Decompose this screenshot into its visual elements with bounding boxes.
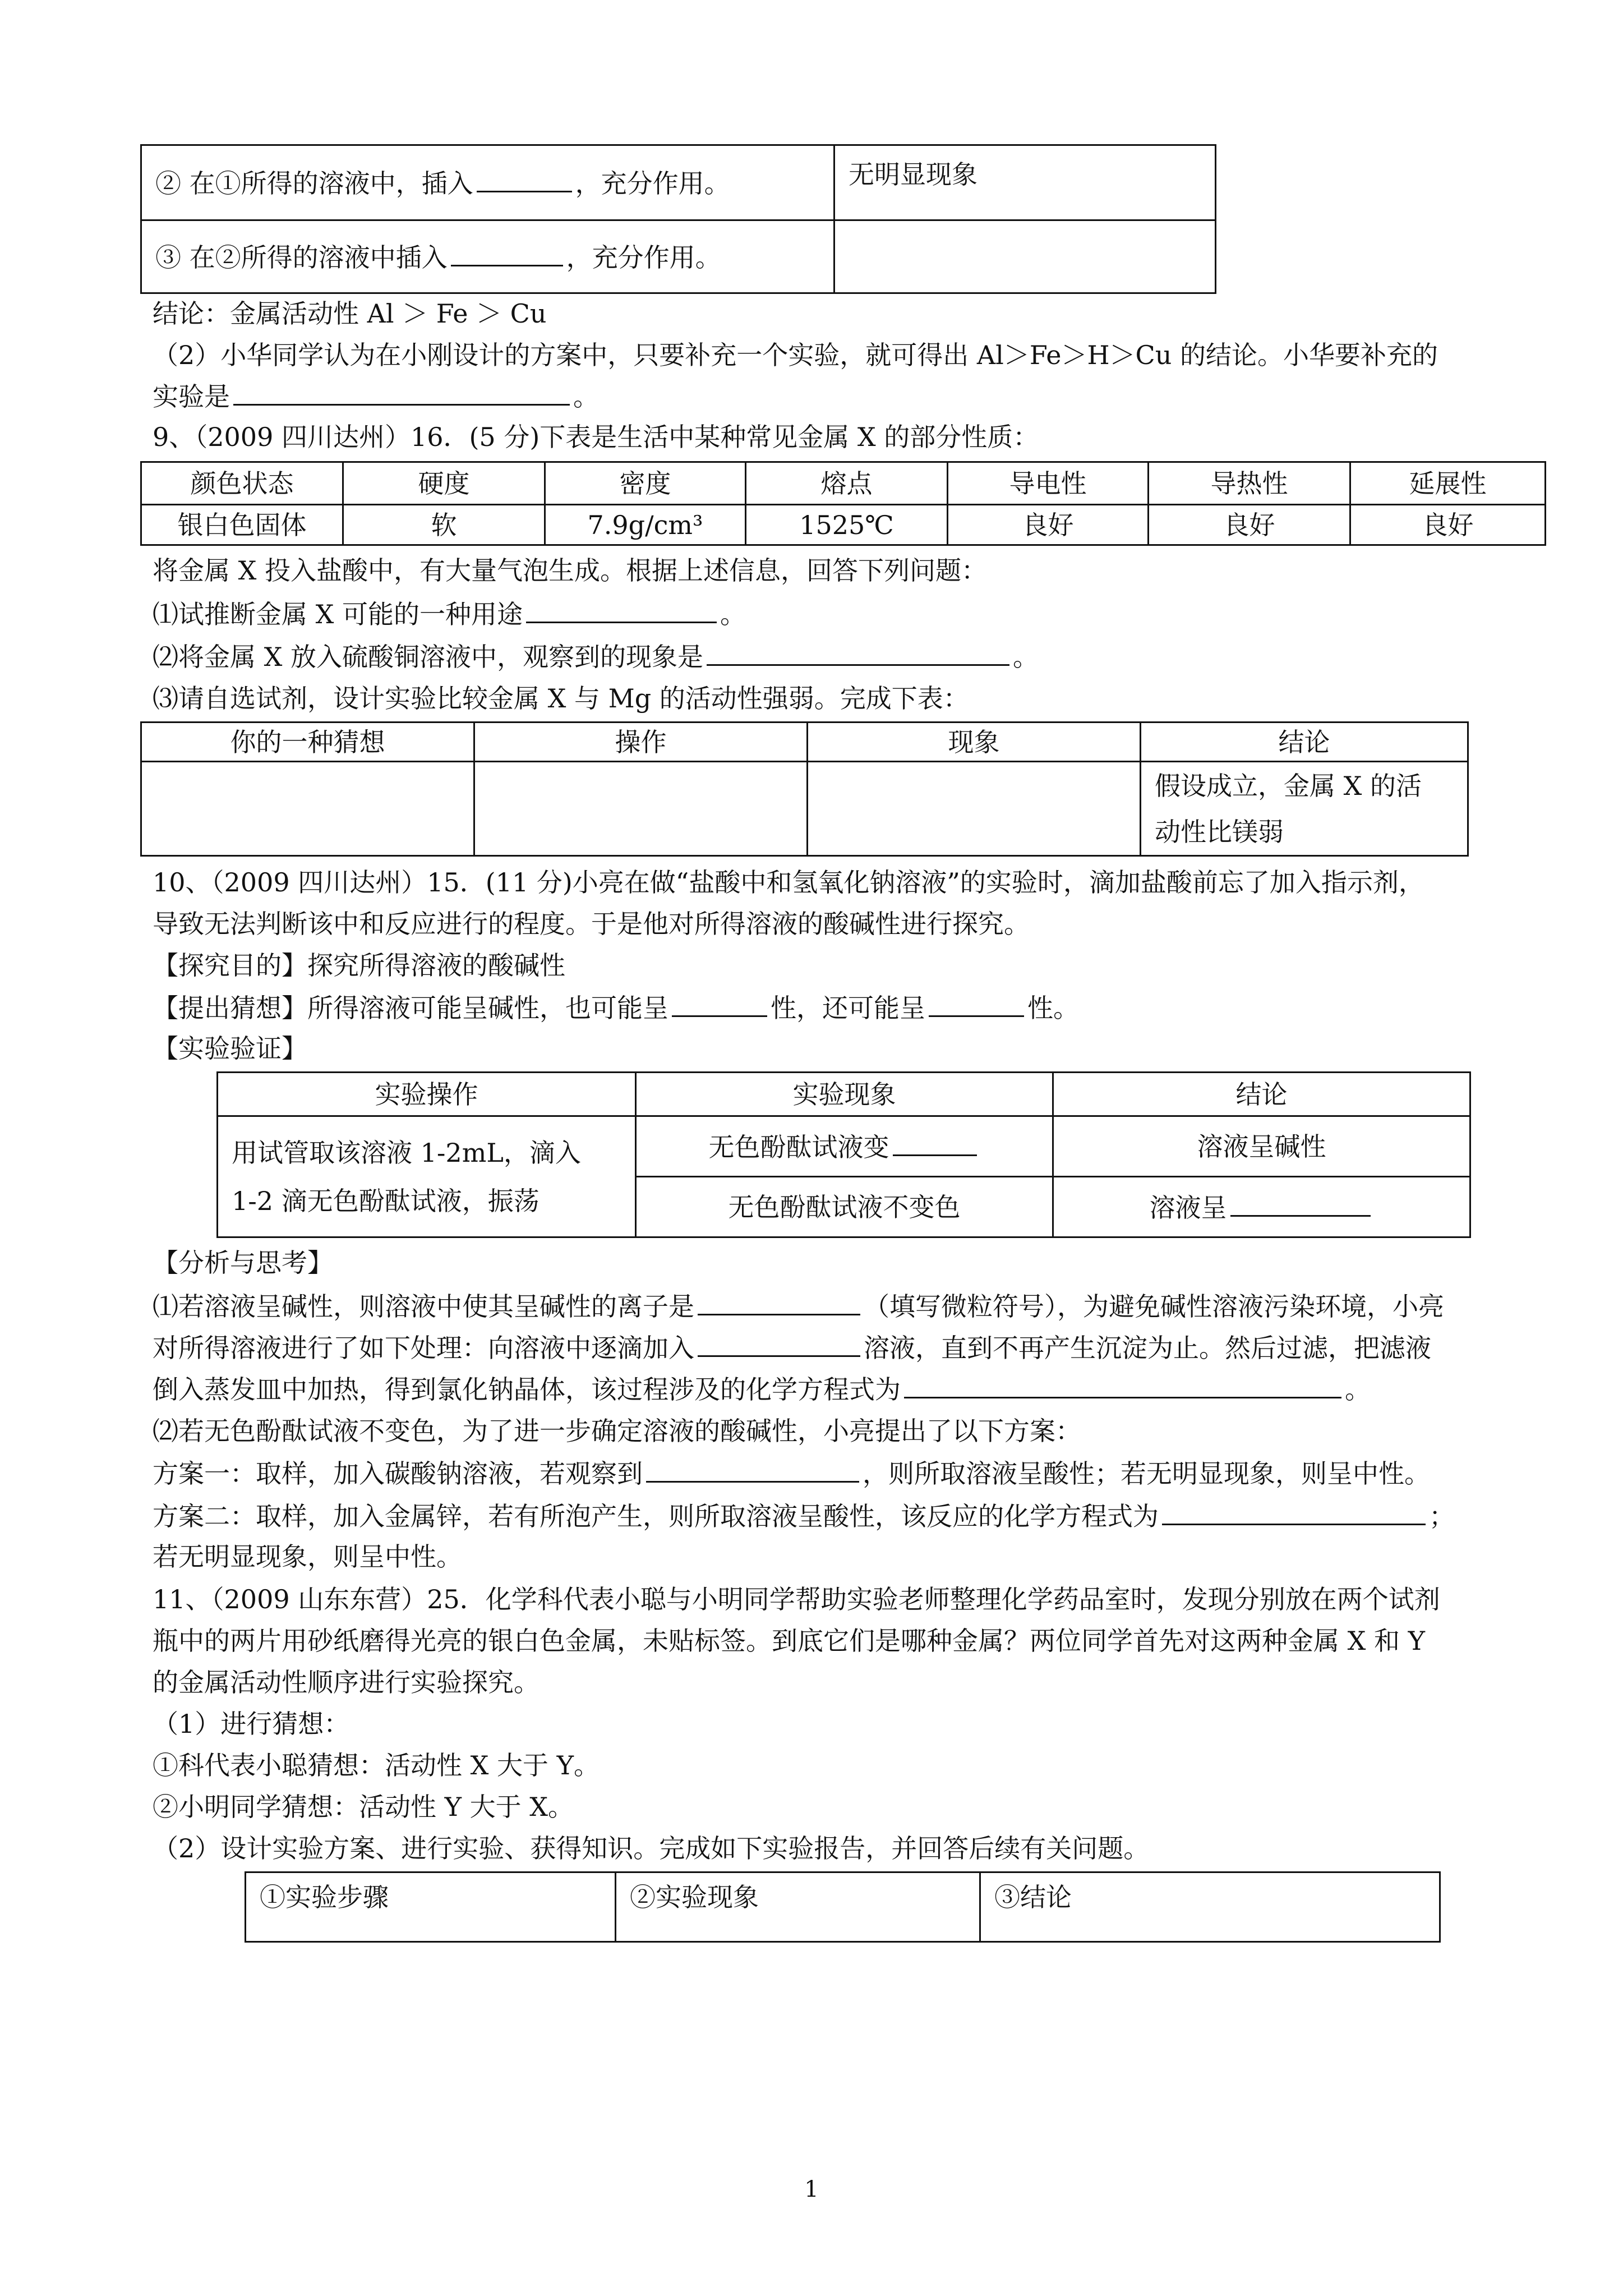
guess-table bbox=[140, 721, 1469, 857]
table-row bbox=[141, 145, 1216, 220]
answer-blank[interactable] bbox=[526, 595, 717, 623]
step-text-end: ，充分作用。 bbox=[566, 242, 721, 273]
value-cell: 良好 bbox=[948, 505, 1149, 545]
top-experiment-table bbox=[140, 144, 1216, 294]
value-cell: 良好 bbox=[1350, 505, 1546, 545]
exp-operation-cell bbox=[218, 1116, 636, 1237]
conclusion-cell bbox=[1141, 762, 1468, 856]
step-text: ③ 在②所得的溶液中插入 bbox=[155, 242, 448, 273]
report-table bbox=[245, 1871, 1441, 1943]
value-cell: 良好 bbox=[1149, 505, 1350, 545]
conclusion-text: 结论：金属活动性 Al ＞ Fe ＞ Cu bbox=[153, 298, 547, 329]
q9-part2 bbox=[153, 637, 1039, 675]
a1-text-a: ⑴若溶液呈碱性，则溶液中使其呈碱性的离子是 bbox=[153, 1291, 694, 1322]
analysis1-line2 bbox=[153, 1328, 1431, 1366]
table-header-row bbox=[141, 462, 1546, 505]
header-conclusions: ③结论 bbox=[980, 1872, 1440, 1942]
analysis1-line3 bbox=[153, 1370, 1371, 1408]
plan1-text-a: 方案一：取样，加入碳酸钠溶液，若观察到 bbox=[153, 1458, 643, 1489]
q9-part3: ⑶请自选试剂，设计实验比较金属 X 与 Mg 的活动性强弱。完成下表： bbox=[153, 683, 969, 714]
value-cell: 7.9g/cm³ bbox=[545, 505, 746, 545]
hyp-text-b: 性，还可能呈 bbox=[771, 993, 925, 1023]
value-cell: 银白色固体 bbox=[141, 505, 343, 545]
answer-blank[interactable] bbox=[1162, 1497, 1426, 1525]
answer-blank[interactable] bbox=[893, 1128, 977, 1156]
a1-text-f: 。 bbox=[1345, 1374, 1371, 1405]
phenomenon-cell[interactable] bbox=[808, 762, 1141, 856]
plan1-line bbox=[153, 1454, 1430, 1492]
table-row bbox=[218, 1116, 1470, 1177]
q11-line1: 11、（2009 山东东营）25．化学科代表小聪与小明同学帮助实验老师整理化学药品室时，发现分别放在两个试剂 bbox=[153, 1584, 1440, 1614]
header-exp-conclusion: 结论 bbox=[1053, 1073, 1470, 1116]
hyp-text-c: 性。 bbox=[1027, 993, 1079, 1023]
q10-verify: 【实验验证】 bbox=[153, 1033, 307, 1064]
answer-blank[interactable] bbox=[672, 988, 767, 1017]
result-cell: 无明显现象 bbox=[834, 145, 1216, 220]
answer-blank[interactable] bbox=[698, 1328, 860, 1357]
header-guess: 你的一种猜想 bbox=[141, 723, 474, 762]
header-phenomenon: 现象 bbox=[808, 723, 1141, 762]
header-ductility: 延展性 bbox=[1350, 462, 1546, 505]
q11-step2: （2）设计实验方案、进行实验、获得知识。完成如下实验报告，并回答后续有关问题。 bbox=[153, 1833, 1150, 1864]
q9-part1-text: ⑴试推断金属 X 可能的一种用途 bbox=[153, 599, 523, 629]
q9-intro: 将金属 X 投入盐酸中，有大量气泡生成。根据上述信息，回答下列问题： bbox=[153, 555, 987, 586]
header-steps: ①实验步骤 bbox=[246, 1872, 616, 1942]
plan2-text-a: 方案二：取样，加入金属锌，若有所泡产生，则所取溶液呈酸性，该反应的化学方程式为 bbox=[153, 1501, 1159, 1531]
operation-cell[interactable] bbox=[474, 762, 808, 856]
answer-blank[interactable] bbox=[646, 1454, 859, 1483]
step-cell bbox=[141, 220, 834, 293]
table-row bbox=[141, 505, 1546, 545]
table-row bbox=[141, 762, 1468, 856]
answer-blank[interactable] bbox=[929, 988, 1024, 1017]
property-table bbox=[140, 461, 1546, 546]
q10-line2: 导致无法判断该中和反应进行的程度。于是他对所得溶液的酸碱性进行探究。 bbox=[153, 909, 1030, 939]
plan2-line bbox=[153, 1497, 1455, 1535]
concl2-text: 溶液呈 bbox=[1149, 1192, 1227, 1223]
conclusion-line2: 动性比镁弱 bbox=[1155, 816, 1284, 847]
op-line1: 用试管取该溶液 1-2mL，滴入 bbox=[232, 1137, 581, 1168]
plan2-text-b: ； bbox=[1429, 1501, 1455, 1531]
q2-line2 bbox=[153, 377, 599, 415]
header-melting-point: 熔点 bbox=[746, 462, 948, 505]
a1-text-b: （填写微粒符号），为避免碱性溶液污染环境，小亮 bbox=[864, 1291, 1444, 1322]
hyp-text-a: 【提出猜想】所得溶液可能呈碱性，也可能呈 bbox=[153, 993, 668, 1023]
analysis2-line1: ⑵若无色酚酞试液不变色，为了进一步确定溶液的酸碱性，小亮提出了以下方案： bbox=[153, 1416, 1081, 1446]
table-row bbox=[141, 220, 1216, 293]
header-hardness: 硬度 bbox=[343, 462, 545, 505]
answer-blank[interactable] bbox=[904, 1370, 1341, 1398]
plan1-text-b: ，则所取溶液呈酸性；若无明显现象，则呈中性。 bbox=[863, 1458, 1430, 1489]
concl-cell bbox=[1053, 1177, 1470, 1237]
plan2-line2: 若无明显现象，则呈中性。 bbox=[153, 1542, 462, 1572]
header-exp-operation: 实验操作 bbox=[218, 1073, 636, 1116]
step-text: ② 在①所得的溶液中，插入 bbox=[155, 168, 473, 199]
header-thermal: 导热性 bbox=[1149, 462, 1350, 505]
q10-hypothesis bbox=[153, 988, 1079, 1027]
q10-line1: 10、（2009 四川达州）15．(11 分)小亮在做“盐酸中和氢氧化钠溶液”的实验时，滴加盐酸前忘了加入指示剂， bbox=[153, 867, 1424, 898]
header-conclusion: 结论 bbox=[1141, 723, 1468, 762]
q11-step1: （1）进行猜想： bbox=[153, 1709, 350, 1739]
value-cell: 软 bbox=[343, 505, 545, 545]
q9-part2-end: 。 bbox=[1013, 642, 1039, 672]
q9-part1 bbox=[153, 595, 746, 633]
phen-cell bbox=[636, 1116, 1053, 1177]
q11-guess2: ②小明同学猜想：活动性 Y 大于 X。 bbox=[153, 1792, 574, 1822]
phen1-text: 无色酚酞试液变 bbox=[708, 1131, 889, 1162]
concl-cell: 溶液呈碱性 bbox=[1053, 1116, 1470, 1177]
phen-cell: 无色酚酞试液不变色 bbox=[636, 1177, 1053, 1237]
result-cell bbox=[834, 220, 1216, 293]
guess-cell[interactable] bbox=[141, 762, 474, 856]
a1-text-e: 倒入蒸发皿中加热，得到氯化钠晶体，该过程涉及的化学方程式为 bbox=[153, 1374, 901, 1405]
answer-blank[interactable] bbox=[477, 164, 572, 192]
experiment-table bbox=[216, 1071, 1471, 1238]
table-header-row bbox=[246, 1872, 1440, 1942]
answer-blank[interactable] bbox=[451, 238, 563, 266]
q2-end: 。 bbox=[573, 381, 599, 412]
header-phenomena: ②实验现象 bbox=[616, 1872, 980, 1942]
header-color-state: 颜色状态 bbox=[141, 462, 343, 505]
q11-line2: 瓶中的两片用砂纸磨得光亮的银白色金属，未贴标签。到底它们是哪种金属？两位同学首先对这两种金属 X 和 Y bbox=[153, 1626, 1425, 1656]
conclusion-line1: 假设成立，金属 X 的活 bbox=[1155, 770, 1422, 801]
op-line2: 1-2 滴无色酚酞试液，振荡 bbox=[232, 1185, 540, 1216]
page-number: 1 bbox=[804, 2177, 819, 2202]
answer-blank[interactable] bbox=[707, 637, 1009, 666]
q11-line3: 的金属活动性顺序进行实验探究。 bbox=[153, 1667, 540, 1697]
header-operation: 操作 bbox=[474, 723, 808, 762]
header-density: 密度 bbox=[545, 462, 746, 505]
analysis1-line1 bbox=[153, 1287, 1444, 1325]
answer-blank[interactable] bbox=[698, 1287, 860, 1315]
q11-guess1: ①科代表小聪猜想：活动性 X 大于 Y。 bbox=[153, 1750, 600, 1780]
value-cell: 1525℃ bbox=[746, 505, 948, 545]
a1-text-d: 溶液，直到不再产生沉淀为止。然后过滤，把滤液 bbox=[864, 1333, 1431, 1363]
table-header-row bbox=[218, 1073, 1470, 1116]
q9-title: 9、（2009 四川达州）16．(5 分)下表是生活中某种常见金属 X 的部分性质： bbox=[153, 422, 1039, 452]
answer-blank[interactable] bbox=[1230, 1188, 1371, 1217]
q2-label: 实验是 bbox=[153, 381, 230, 412]
step-cell bbox=[141, 145, 834, 220]
q10-purpose: 【探究目的】探究所得溶液的酸碱性 bbox=[153, 950, 565, 981]
header-exp-phenomenon: 实验现象 bbox=[636, 1073, 1053, 1116]
table-header-row bbox=[141, 723, 1468, 762]
q9-part2-text: ⑵将金属 X 放入硫酸铜溶液中，观察到的现象是 bbox=[153, 642, 703, 672]
q10-analysis: 【分析与思考】 bbox=[153, 1248, 333, 1278]
q9-part1-end: 。 bbox=[720, 599, 746, 629]
a1-text-c: 对所得溶液进行了如下处理：向溶液中逐滴加入 bbox=[153, 1333, 694, 1363]
answer-blank[interactable] bbox=[233, 377, 570, 406]
header-conductivity: 导电性 bbox=[948, 462, 1149, 505]
q2-line1: （2）小华同学认为在小刚设计的方案中，只要补充一个实验，就可得出 Al＞Fe＞H＞Cu 的结论。小华要补充的 bbox=[153, 340, 1438, 370]
step-text-end: ，充分作用。 bbox=[575, 168, 730, 199]
